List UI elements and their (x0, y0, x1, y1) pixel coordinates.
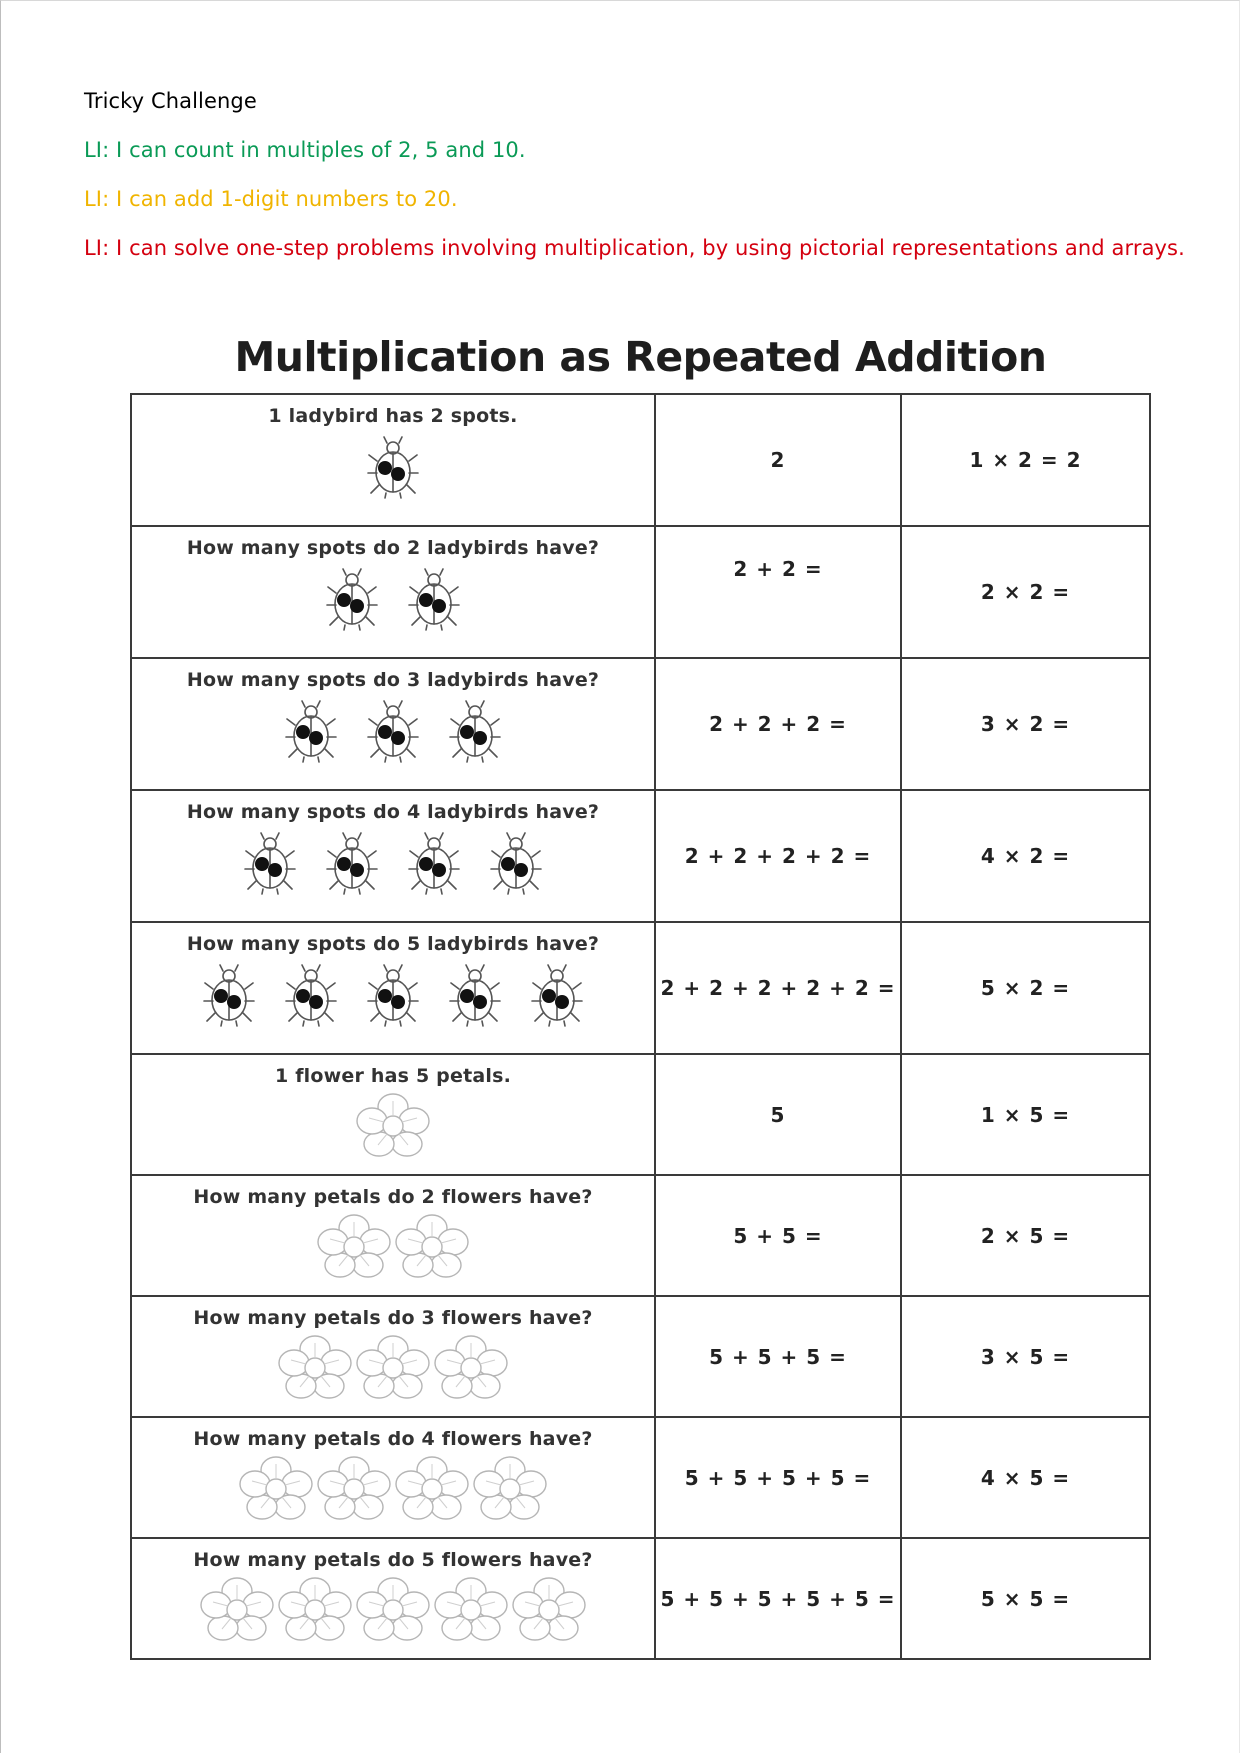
question-cell (131, 526, 655, 658)
ladybird-icon (201, 963, 257, 1027)
ladybird-icon (365, 963, 421, 1027)
ladybird-icon (447, 699, 503, 763)
picture-group (132, 435, 654, 499)
multiplication-cell: 1 × 5 = (901, 1054, 1150, 1175)
question-text: 1 flower has 5 petals. (274, 1065, 512, 1087)
flower-icon (355, 1335, 431, 1399)
table-row (131, 790, 1150, 922)
flower-icon (472, 1456, 548, 1520)
flower-icon (511, 1577, 587, 1641)
table-row (131, 1054, 1150, 1175)
addition-cell: 2 + 2 + 2 = (655, 658, 901, 790)
picture-group (132, 831, 654, 895)
table-row (131, 1417, 1150, 1538)
multiplication-cell: 5 × 5 = (901, 1538, 1150, 1659)
ladybird-icon (283, 699, 339, 763)
table-row (131, 526, 1150, 658)
question-cell (131, 1054, 655, 1175)
picture-group (132, 1456, 654, 1520)
addition-cell: 5 + 5 = (655, 1175, 901, 1296)
table-row (131, 1538, 1150, 1659)
question-text: How many spots do 4 ladybirds have? (186, 801, 600, 823)
picture-group (132, 567, 654, 631)
flower-icon (316, 1456, 392, 1520)
picture-group (132, 1093, 654, 1157)
addition-cell: 2 + 2 = (655, 526, 901, 658)
flower-icon (277, 1335, 353, 1399)
question-text: How many petals do 4 flowers have? (193, 1428, 593, 1450)
table-row (131, 1175, 1150, 1296)
picture-group (132, 699, 654, 763)
ladybird-icon (447, 963, 503, 1027)
question-text: How many spots do 5 ladybirds have? (186, 933, 600, 955)
picture-group (132, 963, 654, 1027)
question-cell (131, 790, 655, 922)
addition-cell: 5 + 5 + 5 + 5 = (655, 1417, 901, 1538)
flower-icon (394, 1456, 470, 1520)
flower-icon (277, 1577, 353, 1641)
ladybird-icon (365, 435, 421, 499)
question-text: How many petals do 5 flowers have? (193, 1549, 593, 1571)
ladybird-icon (324, 831, 380, 895)
picture-group (132, 1335, 654, 1399)
question-cell (131, 922, 655, 1054)
worksheet-title: Multiplication as Repeated Addition (234, 333, 1047, 381)
question-text: 1 ladybird has 2 spots. (268, 405, 518, 427)
addition-cell: 5 + 5 + 5 + 5 + 5 = (655, 1538, 901, 1659)
addition-cell: 5 (655, 1054, 901, 1175)
ladybird-icon (324, 567, 380, 631)
multiplication-cell: 4 × 2 = (901, 790, 1150, 922)
flower-icon (433, 1577, 509, 1641)
question-text: How many spots do 2 ladybirds have? (186, 537, 600, 559)
ladybird-icon (529, 963, 585, 1027)
flower-icon (199, 1577, 275, 1641)
challenge-heading: Tricky Challenge (84, 89, 257, 113)
ladybird-icon (488, 831, 544, 895)
question-cell (131, 394, 655, 526)
multiplication-cell: 3 × 5 = (901, 1296, 1150, 1417)
ladybird-icon (283, 963, 339, 1027)
objective-addition: LI: I can add 1-digit numbers to 20. (84, 187, 458, 211)
table-row (131, 394, 1150, 526)
question-cell (131, 1417, 655, 1538)
question-cell (131, 1296, 655, 1417)
multiplication-cell: 5 × 2 = (901, 922, 1150, 1054)
question-cell (131, 1538, 655, 1659)
ladybird-icon (365, 699, 421, 763)
question-cell (131, 1175, 655, 1296)
addition-cell: 5 + 5 + 5 = (655, 1296, 901, 1417)
multiplication-cell: 2 × 2 = (901, 526, 1150, 658)
ladybird-icon (406, 831, 462, 895)
intro-section (84, 86, 1185, 282)
multiplication-cell: 2 × 5 = (901, 1175, 1150, 1296)
question-text: How many spots do 3 ladybirds have? (186, 669, 600, 691)
addition-cell: 2 + 2 + 2 + 2 + 2 = (655, 922, 901, 1054)
flower-icon (355, 1577, 431, 1641)
objective-counting: LI: I can count in multiples of 2, 5 and 10. (84, 138, 526, 162)
multiplication-cell: 1 × 2 = 2 (901, 394, 1150, 526)
question-text: How many petals do 2 flowers have? (193, 1186, 593, 1208)
question-text: How many petals do 3 flowers have? (193, 1307, 593, 1329)
flower-icon (355, 1093, 431, 1157)
table-row (131, 658, 1150, 790)
table-row (131, 922, 1150, 1054)
question-cell (131, 658, 655, 790)
multiplication-cell: 3 × 2 = (901, 658, 1150, 790)
ladybird-icon (406, 567, 462, 631)
flower-icon (433, 1335, 509, 1399)
picture-group (132, 1214, 654, 1278)
addition-cell: 2 (655, 394, 901, 526)
ladybird-icon (242, 831, 298, 895)
objective-multiplication: LI: I can solve one-step problems involving multiplication, by using pictorial representations and arrays. (84, 236, 1185, 260)
flower-icon (316, 1214, 392, 1278)
table-row (131, 1296, 1150, 1417)
flower-icon (238, 1456, 314, 1520)
worksheet-table (130, 393, 1151, 1660)
addition-cell: 2 + 2 + 2 + 2 = (655, 790, 901, 922)
picture-group (132, 1577, 654, 1641)
multiplication-cell: 4 × 5 = (901, 1417, 1150, 1538)
flower-icon (394, 1214, 470, 1278)
